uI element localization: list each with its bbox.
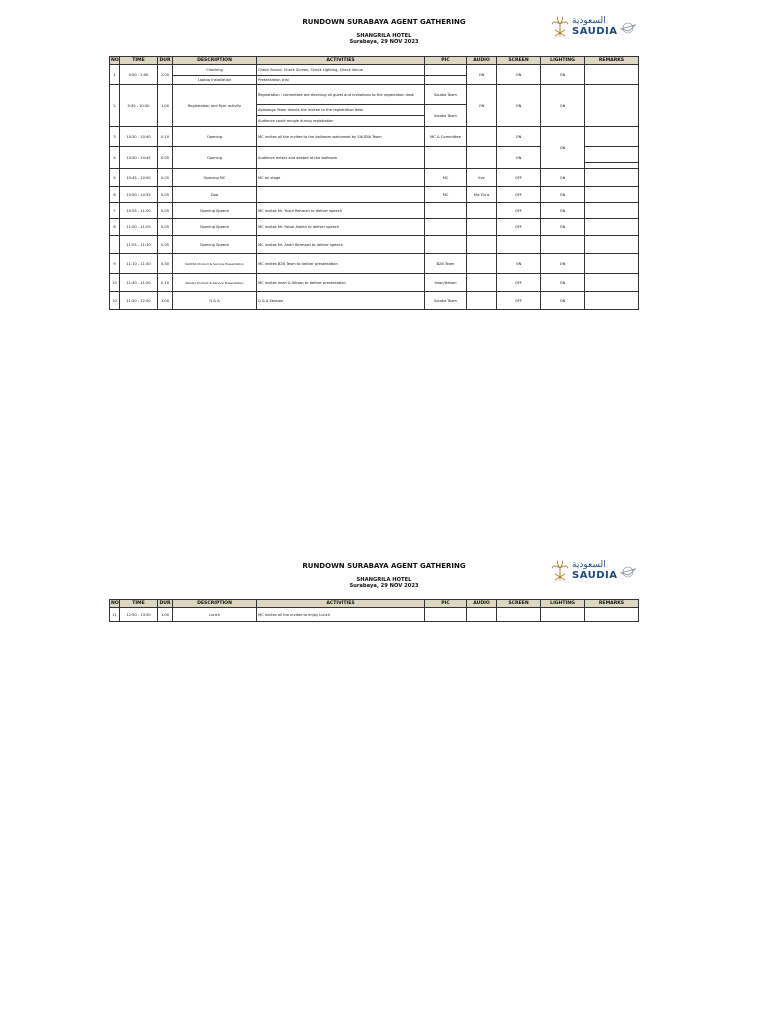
col-time: TIME <box>120 57 158 65</box>
table-row: 2 9:30 - 10:30 1.00 Registration and flyer activity Registration : committee are directing all guest and invitations to the registration desk Saudia Team ON ON ON <box>110 85 639 105</box>
table-row: 11 12:50 - 13:50 1.00 Lunch MC invites all the invitee to enjoy Lunch <box>110 608 639 622</box>
table-row: 5 10:45 - 10:50 0.05 Opening MC MC on stage MC live OFF ON <box>110 169 639 187</box>
col-no: NO <box>111 58 119 63</box>
venue-label: SHANGRILA HOTEL <box>356 33 412 39</box>
col-remarks: REMARKS <box>585 600 639 608</box>
col-lighting: LIGHTING <box>541 600 585 608</box>
table-row: 7 10:55 - 11:00 0.05 Opening Speech MC invites Mr. Yusuf Rahman to deliver speech OFF ON <box>110 203 639 219</box>
rundown-table <box>109 599 639 622</box>
col-no: NO <box>111 601 119 606</box>
logo-latin: SAUDIA <box>572 570 618 581</box>
table-row: 1 0:00 - 2:00 2.00 Checking Check Sound, Check Screen, Check Lighting, Check Venue ON ON ON <box>110 65 639 76</box>
document-title: RUNDOWN SURABAYA AGENT GATHERING <box>302 562 466 570</box>
col-description: DESCRIPTION <box>173 57 257 65</box>
col-pic: PIC <box>425 57 467 65</box>
logo-arabic: السعودية <box>572 16 606 26</box>
table-row: Ayabonga Team directs the invitee to the registration desk Saudia Team <box>110 105 639 116</box>
date-label: Surabaya, 29 NOV 2023 <box>349 39 419 45</box>
rundown-table <box>109 56 639 310</box>
col-remarks: REMARKS <box>585 57 639 65</box>
table-row: Audience could mingle during registration <box>110 116 639 127</box>
col-audio: AUDIO <box>467 57 497 65</box>
table-row: 9 11:10 - 11:40 0.30 SAUDIA Product & Service Presentation MC invites B2B Team to deliver presentation B2B Team ON ON <box>110 254 639 274</box>
table-row: 10 11:50 - 12:50 1.00 Q & A Q & A Session Saudia Team OFF ON <box>110 292 639 310</box>
col-time: TIME <box>120 600 158 608</box>
table-header-row <box>110 57 639 65</box>
table-row: 3 10:30 - 10:40 0.10 Opening MC invites all the invitee to the ballroom welcomed by SAUDIA Team MC & Committee ON ON <box>110 127 639 147</box>
table-row: Laptop Installation Presentation trial <box>110 76 639 85</box>
plane-icon <box>620 22 636 34</box>
venue-label: SHANGRILA HOTEL <box>356 577 412 583</box>
table-row: 11:05 - 11:10 0.05 Opening Speech MC invites Mr. Andri Bermawi to deliver speech <box>110 236 639 254</box>
col-pic: PIC <box>425 600 467 608</box>
table-row: 6 10:50 - 10:55 0.05 Doa MC Mic Du'a OFF ON <box>110 187 639 203</box>
table-row: 8 11:00 - 11:05 0.05 Opening Speech MC invites Mr. Faisal Alafah to deliver speech OFF ON <box>110 219 639 236</box>
col-activities: ACTIVITIES <box>257 600 425 608</box>
table-row: 4 10:40 - 10:45 0.05 Opening Audience enters and seated at the ballroom ON <box>110 147 639 169</box>
col-audio: AUDIO <box>467 600 497 608</box>
document-title: RUNDOWN SURABAYA AGENT GATHERING <box>302 18 466 26</box>
logo-arabic: السعودية <box>572 560 606 570</box>
saudia-logo <box>550 560 640 584</box>
saudia-logo <box>550 16 640 40</box>
table-row: 10 11:40 - 11:50 0.10 Reader Product & Service Presentation MC invites Iman & Ikhsan to deliver presentation Iman/Ikhsan OFF ON <box>110 274 639 292</box>
logo-latin: SAUDIA <box>572 26 618 37</box>
plane-icon <box>620 566 636 578</box>
date-label: Surabaya, 29 NOV 2023 <box>349 583 419 589</box>
col-description: DESCRIPTION <box>173 600 257 608</box>
col-activities: ACTIVITIES <box>257 57 425 65</box>
col-dur: DUR <box>159 601 171 606</box>
col-screen: SCREEN <box>497 600 541 608</box>
col-lighting: LIGHTING <box>541 57 585 65</box>
col-dur: DUR <box>159 58 171 63</box>
table-header-row <box>110 600 639 608</box>
col-screen: SCREEN <box>497 57 541 65</box>
